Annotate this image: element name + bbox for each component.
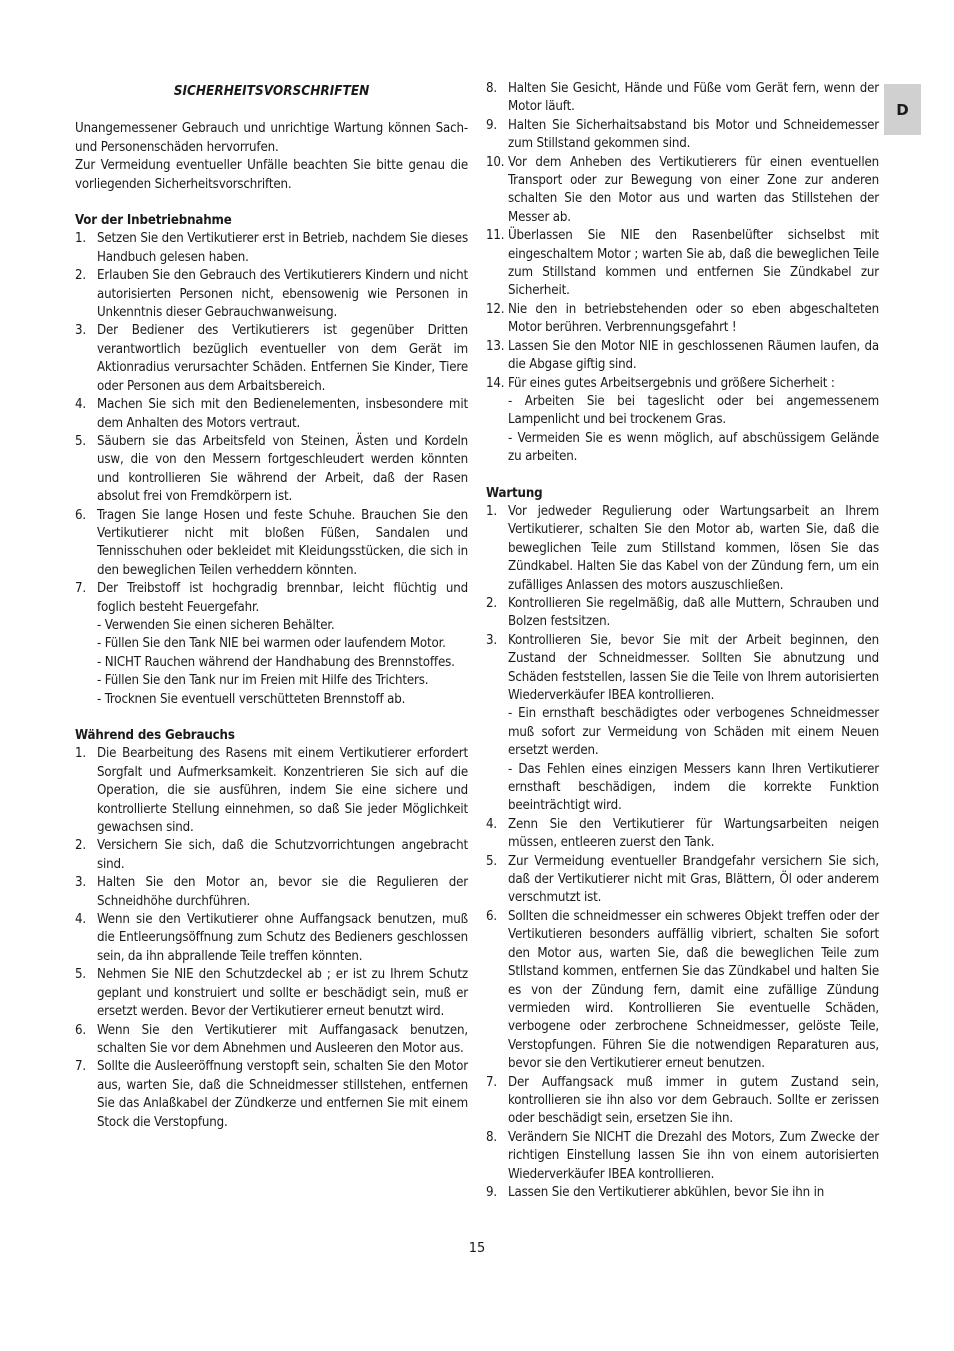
item-number: 11. [486,228,505,244]
sub-item: - Füllen Sie den Tank NIE bei warmen oder laufendem Motor. [97,636,446,652]
item-number: 2. [75,268,87,284]
list-item [75,433,468,507]
item-text: Kontrollieren Sie regelmäßig, daß alle Muttern, Schrauben und Bolzen festsitzen. [508,595,879,630]
list-item [75,745,468,837]
item-text: Der Bediener des Vertikutierers ist gegenüber Dritten verantwortlich bezüglich eventueller von dem Gerät im Aktionradius verursachter Schäden. Entfernen Sie Kinder, Tiere oder Personen aus dem Arbaitsbereich. [97,323,468,394]
safety-list-continued [486,80,879,467]
list-item [75,580,468,709]
item-number: 4. [486,816,498,832]
list-item [486,375,879,467]
list-item [486,595,879,632]
item-number: 5. [486,853,498,869]
item-text: Tragen Sie lange Hosen und feste Schuhe. Brauchen Sie den Vertikutierer nicht mit bloßen Füßen, Sandalen und Tennisschuhen oder bekleidet mit Kleidungsstücken, die sich in den beweglichen Teilen verheddern könnten. [97,507,468,578]
item-text: Der Treibstoff ist hochgradig brennbar, leicht flüchtig und foglich besteht Feuergefahr. [97,581,468,615]
language-tab: D [884,84,921,135]
item-number: 8. [486,81,498,96]
item-number: 7. [75,581,87,597]
page-number: 15 [468,1241,486,1256]
item-text: Kontrollieren Sie, bevor Sie mit der Arbeit beginnen, den Zustand der Schneidmesser. Sollten Sie abnutzung und Schäden feststellen, lassen Sie die Teile von Ihrem autorisierten Wiederverkäufer IBEA kontrollieren. [508,632,879,703]
list-item [75,874,468,911]
item-text: Zur Vermeidung eventueller Brandgefahr versichern Sie sich, daß der Vertikutierer nicht mit Gras, Blättern, Öl oder anderem verschmutzt ist. [508,853,879,906]
list-item [75,230,468,267]
item-text: Lassen Sie den Motor NIE in geschlossenen Räumen laufen, da die Abgase giftig sind. [508,338,879,373]
list-item [486,1129,879,1184]
list-item [75,322,468,396]
item-number: 1. [486,503,498,519]
item-number: 5. [75,967,87,983]
list-item [486,816,879,853]
item-number: 12. [486,301,505,317]
list-item [486,80,879,117]
list-item [486,1074,879,1129]
list-item [75,267,468,322]
section-list [486,503,879,1202]
section-list [75,230,468,709]
sub-item: - Füllen Sie den Tank nur im Freien mit Hilfe des Trichters. [97,673,429,689]
item-number: 8. [486,1129,498,1145]
item-number: 4. [75,397,87,413]
item-text: Sollten die schneidmesser ein schweres Objekt treffen oder der Vertikutieren besonders auffällig vibriert, schalten Sie sofort den Motor aus, warten Sie, daß die beweglichen Teile zum Stllstand kommen, entfernen Sie das Zündkabel und halten Sie es von der Zündung fern, damit eine zufällige Zündung vermieden wird. Kontrollieren Sie eventuelle Schäden, verbogene oder zerbrochene Schneidmesser, gelöste Teile, Verstopfungen. Führen Sie die notwendigen Reparaturen aus, bevor sie den Vertikutierer erneut benutzen. [508,908,879,1072]
item-number: 7. [486,1074,498,1090]
item-text: Setzen Sie den Vertikutierer erst in Betrieb, nachdem Sie dieses Handbuch gelesen haben. [97,231,468,265]
intro [75,120,468,194]
sub-item: - Arbeiten Sie bei tageslicht oder bei angemessenem Lampenlicht und bei trockenem Gras. [508,393,879,428]
item-text: Die Bearbeitung des Rasens mit einem Vertikutierer erfordert Sorgfalt und Aufmerksamkeit. Konzentrieren Sie sich auf die Operation, die sie ausführen, indem Sie eine sichere und kontrollierte Stellung einnehmen, so daß Sie jeder Möglichkeit gewachsen sind. [97,746,468,836]
list-item [486,117,879,154]
list-item [486,338,879,375]
section-heading: Während des Gebrauchs [75,728,235,743]
right-column [486,80,879,1202]
list-item [75,1022,468,1059]
sub-item: - Vermeiden Sie es wenn möglich, auf abschüssigem Gelände zu arbeiten. [508,430,879,465]
sub-item: - Trocknen Sie eventuell verschütteten Brennstoff ab. [97,691,406,707]
item-text: Machen Sie sich mit den Bedienelementen, insbesondere mit dem Anhalten des Motors vertraut. [97,397,468,431]
sub-item: - Verwenden Sie einen sicheren Behälter. [97,617,335,633]
item-text: Zenn Sie den Vertikutierer für Wartungsarbeiten neigen müssen, entleeren zuerst den Tank. [508,816,879,851]
list-item [486,908,879,1074]
list-item [75,966,468,1021]
list-item [486,227,879,301]
section-list [75,745,468,1132]
item-number: 3. [75,323,87,339]
item-text: Überlassen Sie NIE den Rasenbelüfter sichselbst mit eingeschaltem Motor ; warten Sie ab, daß die beweglichen Teile zum Stillstand kommen und entfernen Sie Zündkabel zur Sicherheit. [508,228,879,299]
item-number: 3. [75,875,87,891]
item-number: 6. [75,507,87,523]
item-number: 5. [75,433,87,449]
item-text: Erlauben Sie den Gebrauch des Vertikutierers Kindern und nicht autorisierten Personen nicht, ebensowenig wie Personen in Unkenntnis dieser Gebrauchwanweisung. [97,268,468,321]
item-text: Sollte die Ausleeröffnung verstopft sein, schalten Sie den Motor aus, warten Sie, daß die Schneidmesser stillstehen, entfernen Sie das Anlaßkabel der Zündkerze und entfernen Sie mit einem Stock die Verstopfung. [97,1059,468,1130]
item-text: Verändern Sie NICHT die Drezahl des Motors, Zum Zwecke der richtigen Einstellung lassen Sie ihn von einem autorisierten Wiederverkäufer IBEA kontrollieren. [508,1129,879,1182]
intro-paragraph: Unangemessener Gebrauch und unrichtige Wartung können Sach- und Personenschäden hervorrufen. [75,121,468,155]
list-item [486,853,879,908]
sub-item: - NICHT Rauchen während der Handhabung des Brennstoffes. [97,654,455,670]
list-item [486,503,879,595]
item-text: Wenn Sie den Vertikutierer mit Auffangasack benutzen, schalten Sie vor dem Abnehmen und Ausleeren den Motor aus. [97,1022,468,1056]
list-item [75,396,468,433]
item-number: 2. [486,595,498,611]
list-item [486,1184,879,1202]
item-text: Wenn sie den Vertikutierer ohne Auffangsack benutzen, muß die Entleerungsöffnung zum Schutz des Bedieners geschlossen sein, da ihn abprallende Teile treffen könnten. [97,912,468,964]
section-heading: Wartung [486,485,543,501]
item-number: 3. [486,632,498,648]
left-sections [75,212,468,1132]
item-number: 9. [486,117,498,133]
item-number: 1. [75,746,87,762]
item-number: 6. [486,908,498,924]
item-number: 14. [486,375,505,391]
list-item [486,632,879,816]
list-item [75,507,468,581]
list-item [75,911,468,966]
item-number: 4. [75,912,87,928]
item-text: Für eines gutes Arbeitsergebnis und größere Sicherheit : [508,375,835,391]
item-text: Vor jedweder Regulierung oder Wartungsarbeit an Ihrem Vertikutierer, schalten Sie den Motor ab, warten Sie, daß die beweglichen Teile zum Stillstand kommen, lösen Sie das Zündkabel. Halten Sie das Kabel von der Zündung fern, um ein zufälliges Anlassen des motors auszuschließen. [508,503,879,593]
item-number: 6. [75,1022,87,1038]
sub-item: - Ein ernsthaft beschädigtes oder verbogenes Schneidmesser muß sofort zur Vermeidung von Schäden mit einem Neuen ersetzt werden. [508,706,879,759]
item-text: Versichern Sie sich, daß die Schutzvorrichtungen angebracht sind. [97,838,468,872]
item-number: 10. [486,154,505,170]
section-heading: Vor der Inbetriebnahme [75,213,232,229]
sub-item: - Das Fehlen eines einzigen Messers kann Ihren Vertikutierer ernsthaft beschädigen, indem die korrekte Funktion beeinträchtigt wird. [508,761,879,814]
item-text: Nehmen Sie NIE den Schutzdeckel ab ; er ist zu Ihrem Schutz geplant und konstruiert und sollte er beschädigt sein, muß er ersetzt werden. Bevor der Vertikutierer erneut benutzt wird. [97,967,468,1020]
item-text: Halten Sie den Motor an, bevor sie die Regulieren der Schneidhöhe durchführen. [97,875,468,909]
item-text: Der Auffangsack muß immer in gutem Zustand sein, kontrollieren sie ihn also vor dem Gebrauch. Sollte er zerissen oder beschädigt sein, ersetzen Sie ihn. [508,1074,879,1127]
item-text: Nie den in betriebstehenden oder so eben abgeschalteten Motor berühren. Verbrennungsgefahrt ! [508,301,879,336]
page-title: SICHERHEITSVORSCHRIFTEN [173,83,370,99]
item-text: Halten Sie Gesicht, Hände und Füße vom Gerät fern, wenn der Motor läuft. [508,81,879,115]
right-sections [486,485,879,1203]
list-item [75,1058,468,1132]
item-number: 9. [486,1184,498,1200]
item-number: 2. [75,838,87,854]
list-item [486,154,879,228]
item-text: Säubern sie das Arbeitsfeld von Steinen, Ästen und Kordeln usw, die von den Messern fortgeschleudert werden könnten und kontrollieren Sie während der Arbeit, daß der Rasen absolut frei von Fremdkörpern ist. [97,433,468,505]
item-number: 1. [75,231,87,247]
left-column [75,80,468,1132]
list-item [75,837,468,874]
item-number: 13. [486,338,505,354]
list-item [486,301,879,338]
item-text: Vor dem Anheben des Vertikutierers für einen eventuellen Transport oder zur Bewegung von einer Zone zur anderen schalten Sie den Motor aus und warten das Stillstehen der Messer ab. [508,154,879,225]
item-text: Halten Sie Sicherhaitsabstand bis Motor und Schneidemesser zum Stillstand gekommen sind. [508,117,879,152]
intro-paragraph: Zur Vermeidung eventueller Unfälle beachten Sie bitte genau die vorliegenden Sicherheitsvorschriften. [75,158,468,192]
item-number: 7. [75,1059,87,1075]
item-text: Lassen Sie den Vertikutierer abkühlen, bevor Sie ihn in [508,1184,825,1200]
